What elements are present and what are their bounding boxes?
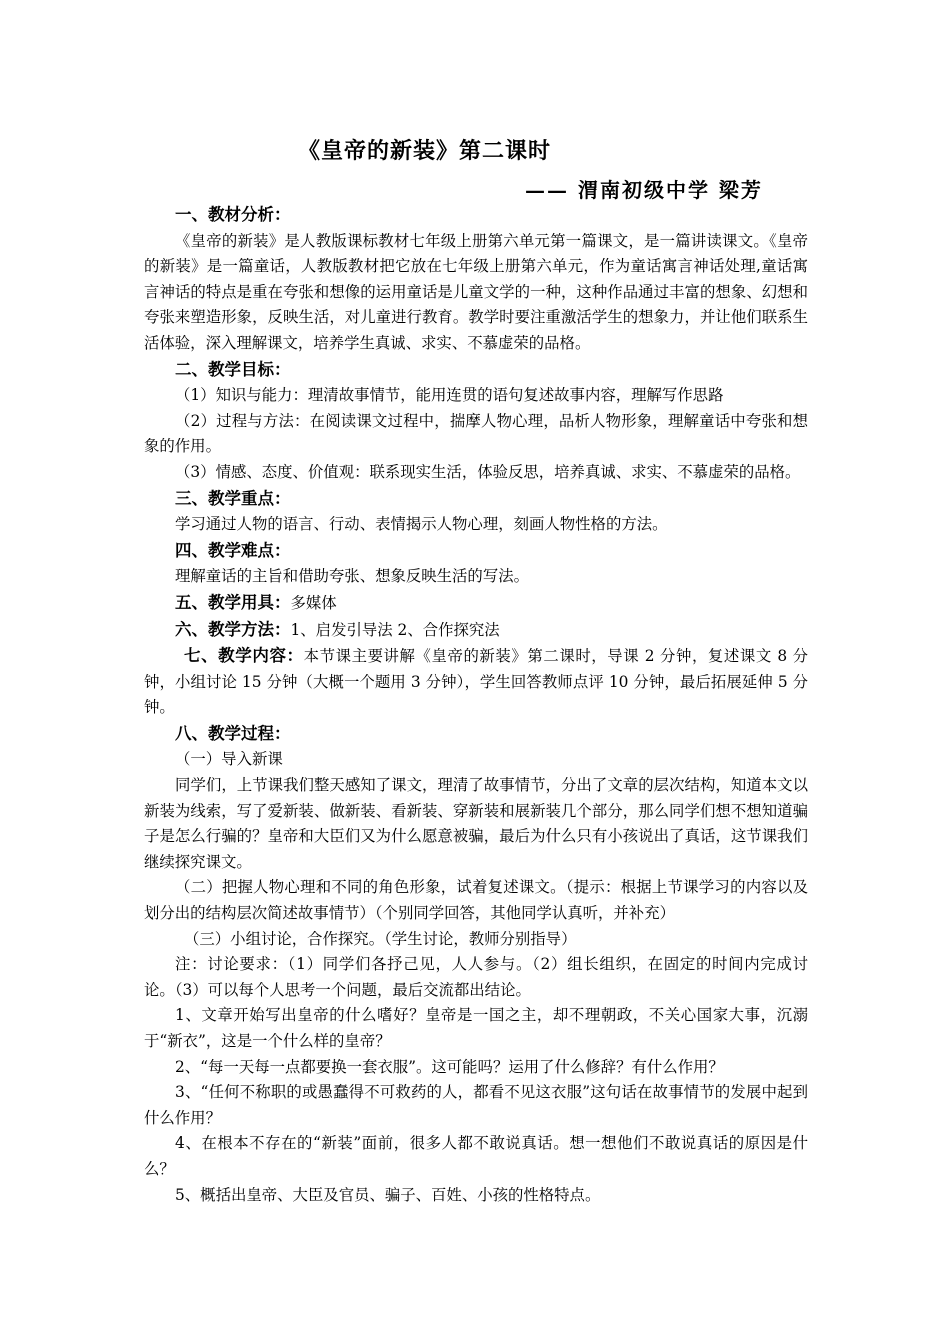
question-item: 1、文章开始写出皇帝的什么嗜好？皇帝是一国之主，却不理朝政，不关心国家大事，沉溺于“新衣”，这是一个什么样的皇帝？ (144, 1006, 808, 1050)
section-heading (144, 202, 808, 229)
paragraph: （三）小组讨论，合作探究。（学生讨论，教师分别指导） (184, 929, 577, 948)
step-title: （一）导入新课 (175, 750, 283, 769)
paragraph: （二）把握人物心理和不同的角色形象，试着复述课文。（提示：根据上节课学习的内容以及划分出的结构层次简述故事情节）（个别同学回答，其他同学认真听，并补充） (144, 878, 808, 923)
goal-item: （1）知识与能力：理清故事情节，能用连贯的语句复述故事内容，理解写作思路 (175, 386, 724, 405)
heading-text: 三、教学重点： (175, 488, 291, 508)
section-inline (144, 617, 808, 644)
heading-text: 八、教学过程： (175, 723, 291, 743)
section-inline (144, 590, 808, 617)
heading-text: 四、教学难点： (175, 540, 291, 560)
section-heading (144, 357, 808, 384)
document-body (144, 202, 808, 1208)
question-item: 3、“任何不称职的或愚蠢得不可救药的人，都看不见这衣服”这句话在故事情节的发展中起到什么作用？ (144, 1083, 808, 1127)
goal-item: （2）过程与方法：在阅读课文过程中，揣摩人物心理，品析人物形象，理解童话中夸张和想象的作用。 (144, 411, 808, 456)
paragraph: 《皇帝的新装》是人教版课标教材七年级上册第六单元第一篇课文，是一篇讲读课文。《皇帝的新装》是一篇童话，人教版教材把它放在七年级上册第六单元，作为童话寓言神话处理,童话寓言神话的特点是重在夸张和想像的运用童话是儿童文学的一种，这种作品通过丰富的想象、幻想和夸张来塑造形象，反映生活，对儿童进行教育。教学时要注重激活学生的想象力，并让他们联系生活体验，深入理解课文，培养学生真诚、求实、不慕虚荣的品格。 (144, 231, 808, 352)
author-byline: —— 渭南初级中学 梁芳 (525, 178, 763, 202)
question-item: 2、“每一天每一点都要换一套衣服”。这可能吗？运用了什么修辞？有什么作用？ (175, 1057, 724, 1076)
document-title: 《皇帝的新装》第二课时 (298, 138, 552, 164)
heading-text: 二、教学目标： (175, 359, 291, 379)
paragraph: 学习通过人物的语言、行动、表情揭示人物心理，刻画人物性格的方法。 (175, 515, 668, 534)
paragraph: 注：讨论要求：（1）同学们各抒己见，人人参与。（2）组长组织，在固定的时间内完成讨论。（3）可以每个人思考一个问题，最后交流都出结论。 (144, 955, 808, 999)
section-heading (144, 538, 808, 565)
heading-text: 五、教学用具： (175, 592, 291, 612)
paragraph: 同学们，上节课我们整天感知了课文，理清了故事情节，分出了文章的层次结构，知道本文以新装为线索，写了爱新装、做新装、看新装、穿新装和展新装几个部分，那么同学们想不想知道骗子是怎么行骗的？皇帝和大臣们又为什么愿意被骗，最后为什么只有小孩说出了真话，这节课我们继续探究课文。 (144, 776, 808, 871)
question-item: 5、概括出皇帝、大臣及官员、骗子、百姓、小孩的性格特点。 (175, 1185, 601, 1204)
section-inline (144, 643, 808, 721)
paragraph: 理解童话的主旨和借助夸张、想象反映生活的写法。 (175, 567, 529, 586)
goal-item: （3）情感、态度、价值观：联系现实生活，体验反思，培养真诚、求实、不慕虚荣的品格。 (175, 462, 801, 481)
section-value: 本节课主要讲解《皇帝的新装》第二课时，导课 2 分钟，复述课文 8 分钟，小组讨论 15 分钟（大概一个题用 3 分钟），学生回答教师点评 10 分钟，最后拓展延伸 5 分钟。 (144, 647, 809, 717)
section-value: 1、启发引导法 2、合作探究法 (290, 620, 500, 639)
question-item: 4、在根本不存在的“新装”面前，很多人都不敢说真话。想一想他们不敢说真话的原因是什么？ (144, 1134, 808, 1178)
heading-text: 一、教材分析： (175, 205, 291, 224)
section-heading (144, 486, 808, 513)
section-heading (144, 721, 808, 748)
heading-text: 七、教学内容： (184, 646, 304, 666)
heading-text: 六、教学方法： (175, 619, 291, 639)
section-value: 多媒体 (290, 593, 337, 612)
